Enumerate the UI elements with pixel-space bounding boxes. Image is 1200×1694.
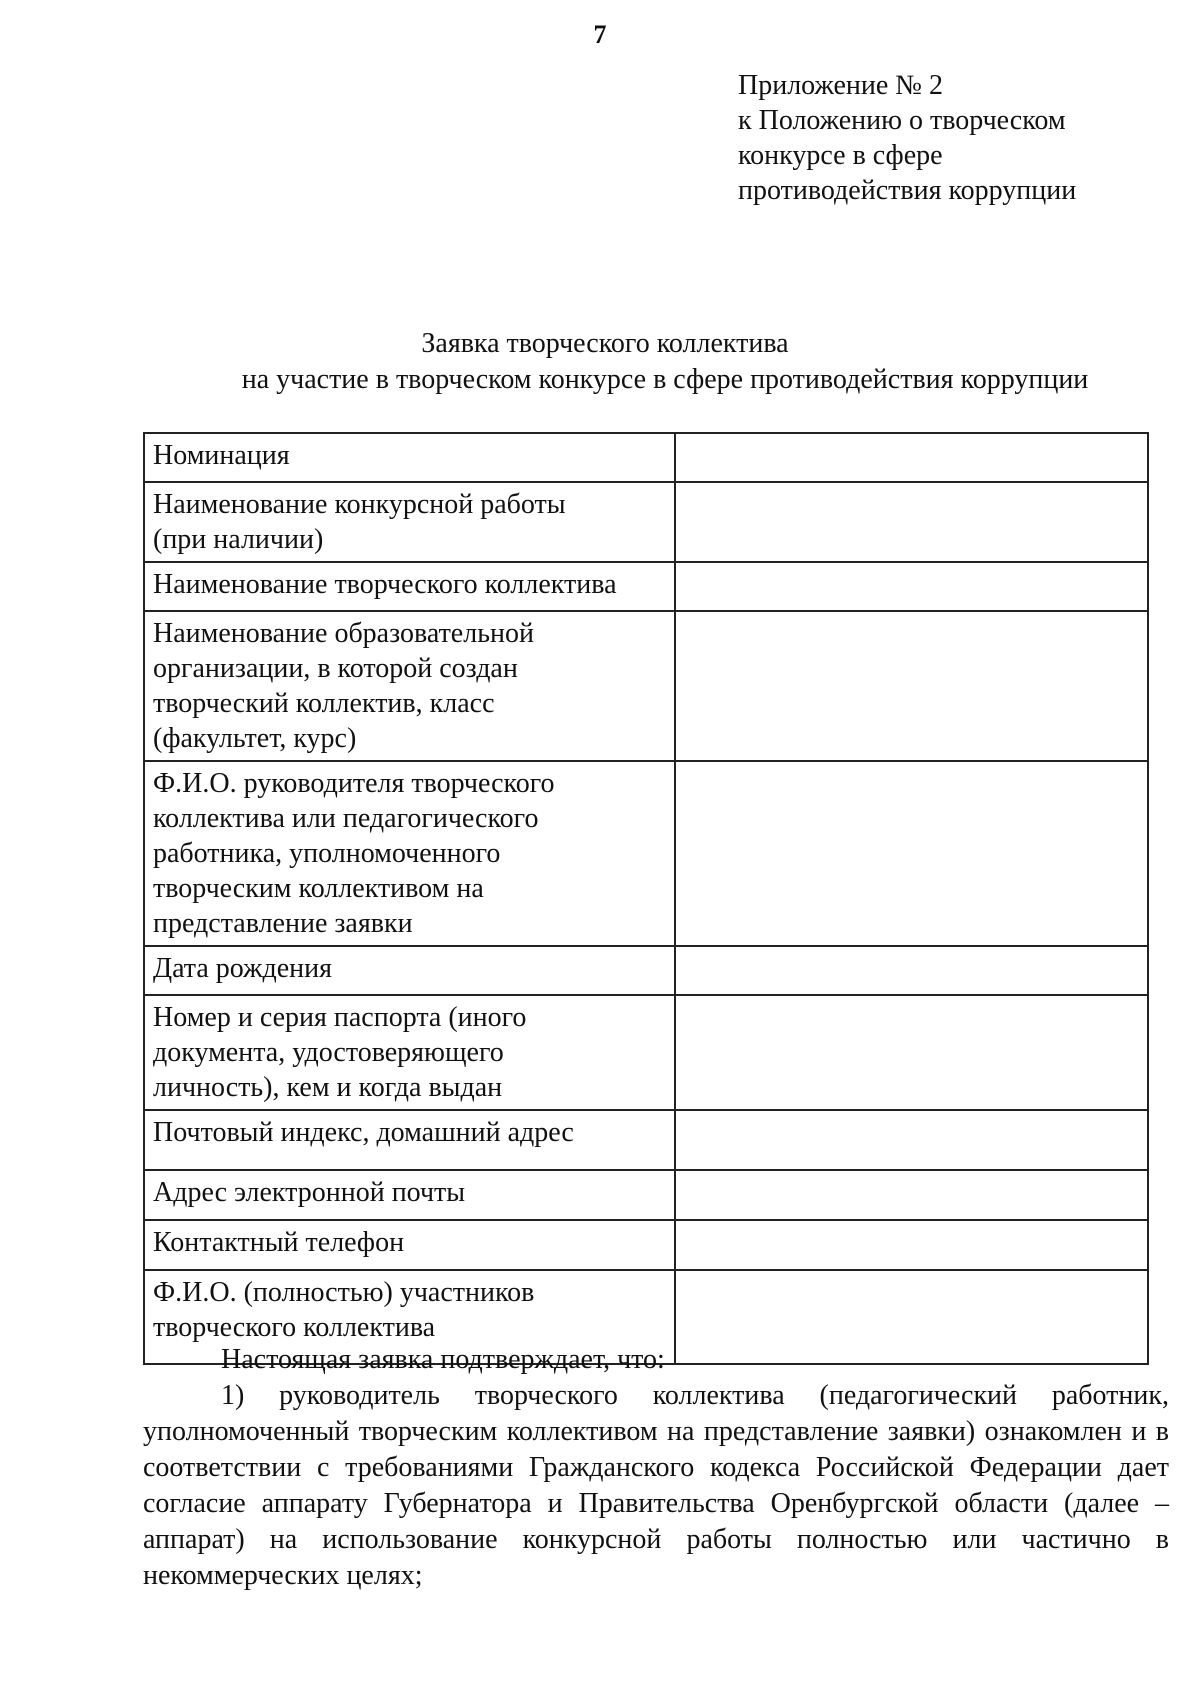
row-label-line: Наименование образовательной: [153, 618, 534, 649]
form-row-organization: [144, 611, 1148, 761]
email-field[interactable]: [675, 1170, 1148, 1220]
row-label: [144, 482, 675, 562]
row-label-line: Дата рождения: [153, 953, 332, 984]
row-label-line: творческого коллектива: [153, 1312, 436, 1343]
form-row-leader-name: [144, 761, 1148, 946]
row-label-line: Наименование конкурсной работы: [153, 489, 566, 520]
form-title-line-2: на участие в творческом конкурсе в сфере противодействия коррупции: [241, 364, 1089, 395]
page-number: 7: [593, 20, 607, 49]
form-row-nomination: [144, 433, 1148, 482]
form-row-collective-name: [144, 562, 1148, 611]
row-label: [144, 1220, 675, 1270]
form-row-postal-address: [144, 1110, 1148, 1170]
form-title: [0, 326, 1200, 398]
row-label-line: коллектива или педагогического: [153, 803, 539, 834]
appendix-line: конкурсе в сфере: [738, 140, 943, 171]
passport-field[interactable]: [675, 995, 1148, 1110]
row-label-line: Наименование творческого коллектива: [153, 569, 617, 600]
row-label-line: Контактный телефон: [153, 1227, 405, 1258]
row-label: [144, 946, 675, 995]
row-label: [144, 433, 675, 482]
phone-field[interactable]: [675, 1220, 1148, 1270]
form-row-passport: [144, 995, 1148, 1110]
application-form-table: [143, 432, 1149, 1365]
row-label-line: (факультет, курс): [153, 723, 357, 754]
appendix-line: к Положению о творческом: [738, 105, 1066, 136]
row-label: [144, 761, 675, 946]
birth-date-field[interactable]: [675, 946, 1148, 995]
form-row-birth-date: [144, 946, 1148, 995]
row-label: [144, 1110, 675, 1170]
row-label: [144, 611, 675, 761]
row-label-line: Номер и серия паспорта (иного: [153, 1002, 527, 1033]
row-label-line: организации, в которой создан: [153, 653, 518, 684]
form-row-phone: [144, 1220, 1148, 1270]
collective-name-field[interactable]: [675, 562, 1148, 611]
appendix-header: [738, 68, 1076, 208]
leader-name-field[interactable]: [675, 761, 1148, 946]
row-label-line: личность), кем и когда выдан: [153, 1072, 503, 1103]
row-label-line: документа, удостоверяющего: [153, 1037, 504, 1068]
row-label: [144, 995, 675, 1110]
row-label-line: представление заявки: [153, 908, 413, 939]
row-label-line: Почтовый индекс, домашний адрес: [153, 1117, 574, 1148]
row-label-line: творческий коллектив, класс: [153, 688, 495, 719]
row-label-line: творческим коллективом на: [153, 873, 484, 904]
organization-field[interactable]: [675, 611, 1148, 761]
postal-address-field[interactable]: [675, 1110, 1148, 1170]
consent-clause-1: 1) руководитель творческого коллектива (педагогический работник, уполномоченный творческим коллективом на представление заявки) ознакомлен и в соответствии с требованиями Гражданского кодекса Российской Федерации дает согласие аппарату Губернатора и Правительства Оренбургской области (далее – аппарат) на использование конкурсной работы полностью или частично в некоммерческих целях;: [143, 1380, 1169, 1591]
row-label-line: Ф.И.О. (полностью) участников: [153, 1277, 535, 1308]
row-label: [144, 1170, 675, 1220]
appendix-line: противодействия коррупции: [738, 175, 1077, 206]
row-label-line: работника, уполномоченного: [153, 838, 501, 869]
row-label-line: (при наличии): [153, 524, 324, 555]
nomination-field[interactable]: [675, 433, 1148, 482]
row-label-line: Адрес электронной почты: [153, 1177, 466, 1208]
row-label-line: Ф.И.О. руководителя творческого: [153, 768, 555, 799]
appendix-line: Приложение № 2: [738, 70, 943, 101]
confirmation-text: [143, 1342, 1169, 1594]
row-label-line: Номинация: [153, 440, 290, 471]
row-label: [144, 562, 675, 611]
form-title-line-1: Заявка творческого коллектива: [421, 328, 789, 359]
work-title-field[interactable]: [675, 482, 1148, 562]
form-row-email: [144, 1170, 1148, 1220]
confirmation-intro: Настоящая заявка подтверждает, что:: [221, 1344, 665, 1375]
form-row-work-title: [144, 482, 1148, 562]
